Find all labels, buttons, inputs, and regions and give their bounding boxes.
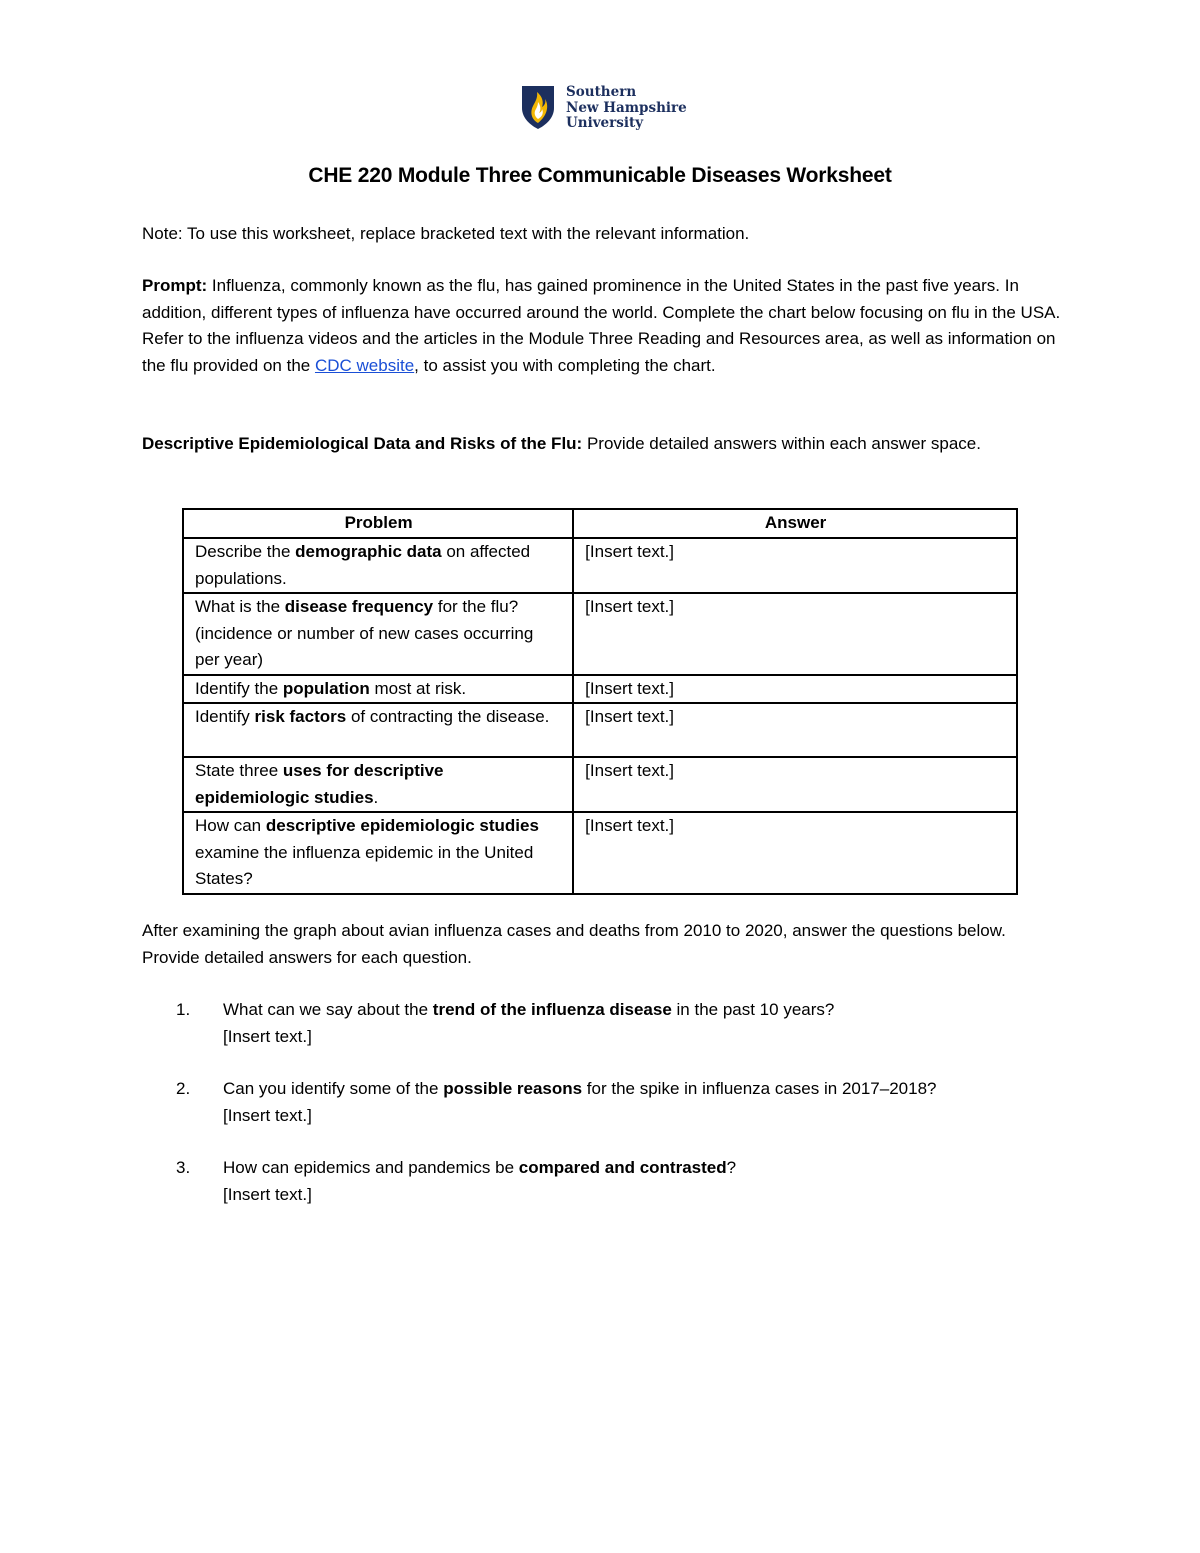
problem-text: State three <box>195 761 283 780</box>
university-logo <box>520 84 687 132</box>
table-header-row <box>183 509 1017 538</box>
header-answer: Answer <box>573 509 1017 538</box>
table-row <box>183 757 1017 812</box>
question-text: What can we say about the <box>223 1000 433 1019</box>
problem-cell <box>183 675 573 704</box>
list-item <box>176 1076 1076 1129</box>
problem-text: How can <box>195 816 266 835</box>
prompt-text: Influenza, commonly known as the flu, has gained prominence in the United States in the past five years. In addition, different types of influenza have occurred around the world. Complete the chart below focusing on flu in the USA. Refer to the influenza videos and the articles in the Module Three Reading and Resources area, as well as information on the flu provided on the <box>142 276 1061 375</box>
answer-placeholder[interactable]: [Insert text.] <box>223 1026 312 1046</box>
prompt-paragraph <box>142 273 1062 379</box>
cdc-website-link[interactable]: CDC website <box>314 355 415 375</box>
problem-text: Describe the <box>195 542 296 561</box>
question-list <box>176 997 1076 1234</box>
problem-text-end: for the flu? (incidence or number of new cases occurring per year) <box>195 597 534 669</box>
problem-emphasis: risk factors <box>254 707 347 726</box>
table-row <box>183 538 1017 593</box>
answer-cell[interactable]: [Insert text.] <box>573 757 1017 812</box>
answer-placeholder[interactable]: [Insert text.] <box>223 1105 312 1125</box>
note-text: To use this worksheet, replace bracketed text with the relevant information. <box>182 224 750 243</box>
table-row <box>183 675 1017 704</box>
logo-line-1: Southern <box>566 84 637 100</box>
list-item <box>176 997 1076 1050</box>
note-paragraph <box>142 221 1062 248</box>
question-text-end: in the past 10 years? <box>671 1000 835 1019</box>
answer-cell[interactable]: [Insert text.] <box>573 812 1017 894</box>
question-emphasis: possible reasons <box>443 1079 583 1098</box>
page-title: CHE 220 Module Three Communicable Diseases Worksheet <box>308 164 892 187</box>
problem-text-end: on affected populations. <box>195 542 531 588</box>
problem-emphasis: descriptive epidemiologic studies <box>265 816 539 835</box>
problem-cell <box>183 703 573 757</box>
problem-emphasis: demographic data <box>295 542 442 561</box>
shield-flame-icon <box>520 84 556 130</box>
question-number: 1. <box>176 1000 191 1019</box>
question-text: How can epidemics and pandemics be <box>223 1158 519 1177</box>
descriptive-label: Descriptive Epidemiological Data and Risks of the Flu: <box>142 434 583 453</box>
answer-cell[interactable]: [Insert text.] <box>573 675 1017 704</box>
university-name <box>566 85 687 132</box>
table-row <box>183 812 1017 894</box>
problem-cell <box>183 812 573 894</box>
question-text-end: ? <box>726 1158 737 1177</box>
header-problem: Problem <box>183 509 573 538</box>
problem-text-end: of contracting the disease. <box>346 707 550 726</box>
problem-emphasis: uses for descriptive epidemiologic studies <box>195 761 444 807</box>
problem-text-end: examine the influenza epidemic in the United States? <box>195 842 534 888</box>
note-label: Note: <box>142 224 183 243</box>
prompt-text-end: , to assist you with completing the chart. <box>414 355 716 375</box>
problem-cell <box>183 593 573 675</box>
prompt-label: Prompt: <box>142 276 208 295</box>
problem-emphasis: population <box>282 678 370 698</box>
question-emphasis: compared and contrasted <box>518 1158 727 1177</box>
question-number: 3. <box>176 1158 191 1177</box>
problem-answer-table <box>182 508 1018 895</box>
problem-cell <box>183 538 573 593</box>
problem-text: Identify <box>195 707 255 726</box>
answer-cell[interactable]: [Insert text.] <box>573 538 1017 593</box>
logo-line-2: New Hampshire <box>566 99 687 116</box>
question-emphasis: trend of the influenza disease <box>432 1000 672 1019</box>
logo-line-3: University <box>566 115 644 131</box>
problem-text-end: most at risk. <box>369 678 467 698</box>
problem-cell <box>183 757 573 812</box>
problem-text: What is the <box>195 597 285 616</box>
question-text: Can you identify some of the <box>223 1079 444 1098</box>
answer-placeholder[interactable]: [Insert text.] <box>223 1184 312 1204</box>
problem-text-end: . <box>373 787 379 807</box>
table-row <box>183 593 1017 675</box>
list-item <box>176 1155 1076 1208</box>
problem-text: Identify the <box>195 678 283 698</box>
descriptive-paragraph <box>142 431 1062 458</box>
table-row <box>183 703 1017 757</box>
descriptive-text: Provide detailed answers within each answer space. <box>582 434 981 453</box>
problem-emphasis: disease frequency <box>284 597 434 616</box>
answer-cell[interactable]: [Insert text.] <box>573 703 1017 757</box>
question-number: 2. <box>176 1079 191 1098</box>
question-text-end: for the spike in influenza cases in 2017–2018? <box>582 1079 937 1098</box>
answer-cell[interactable]: [Insert text.] <box>573 593 1017 675</box>
after-paragraph: After examining the graph about avian influenza cases and deaths from 2010 to 2020, answer the questions below. Provide detailed answers for each question. <box>142 921 1006 967</box>
